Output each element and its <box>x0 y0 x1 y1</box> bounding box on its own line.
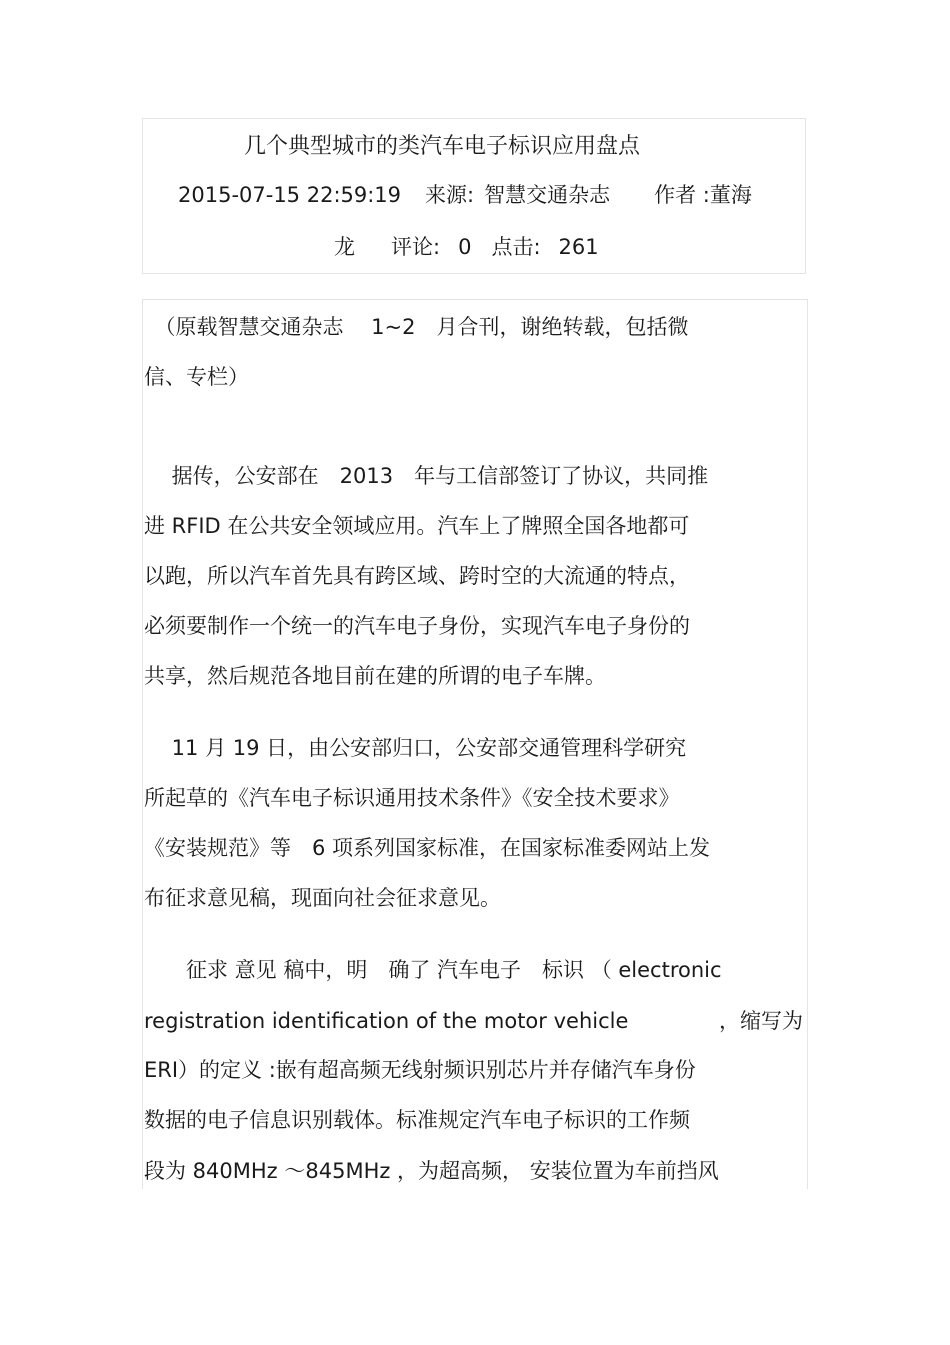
article-title: 几个典型城市的类汽车电子标识应用盘点 <box>244 134 641 159</box>
article-meta-line-2 <box>334 232 599 262</box>
body-line: 《安装规范》等 6 项系列国家标准，在国家标准委网站上发 <box>144 836 711 860</box>
body-line: 共享，然后规范各地目前在建的所谓的电子车牌。 <box>144 664 606 688</box>
comments-count: 0 <box>458 235 472 259</box>
article-meta-line-1 <box>178 180 752 210</box>
source-name: 智慧交通杂志 <box>484 183 611 207</box>
clicks-label: 点击: <box>491 235 541 259</box>
author-name-part2: 龙 <box>334 235 355 259</box>
body-line: 数据的电子信息识别载体。标准规定汽车电子标识的工作频 <box>144 1108 690 1132</box>
body-line: registration identification of the motor vehicle ，缩写为 <box>144 1009 804 1033</box>
comments-label: 评论: <box>391 235 441 259</box>
body-line: 信、专栏） <box>144 365 249 389</box>
author-name-part1: 董海 <box>709 183 752 207</box>
clicks-count: 261 <box>558 235 599 259</box>
body-line: 以跑，所以汽车首先具有跨区域、跨时空的大流通的特点， <box>144 564 690 588</box>
publish-datetime: 2015-07-15 22:59:19 <box>178 183 402 207</box>
body-line: 据传，公安部在 2013 年与工信部签订了协议，共同推 <box>144 464 709 488</box>
body-line: 所起草的《汽车电子标识通用技术条件》《安全技术要求》 <box>144 786 680 810</box>
body-line: 布征求意见稿，现面向社会征求意见。 <box>144 886 501 910</box>
body-line: 11 月 19 日，由公安部归口，公安部交通管理科学研究 <box>144 736 687 760</box>
author-label: 作者 : <box>654 183 710 207</box>
body-line: 进 RFID 在公共安全领域应用。汽车上了牌照全国各地都可 <box>144 514 690 538</box>
body-line: （原载智慧交通杂志 1~2 月合刊，谢绝转载，包括微 <box>144 315 689 339</box>
body-line: 必须要制作一个统一的汽车电子身份，实现汽车电子身份的 <box>144 614 690 638</box>
body-line: 征求 意见 稿中，明 确了 汽车电子 标识 （ electronic <box>144 958 722 982</box>
body-line: 段为 840MHz ～845MHz ，为超高频， 安装位置为车前挡风 <box>144 1159 719 1183</box>
source-label: 来源: <box>425 183 475 207</box>
body-line: ERI）的定义 :嵌有超高频无线射频识别芯片并存储汽车身份 <box>144 1058 696 1082</box>
